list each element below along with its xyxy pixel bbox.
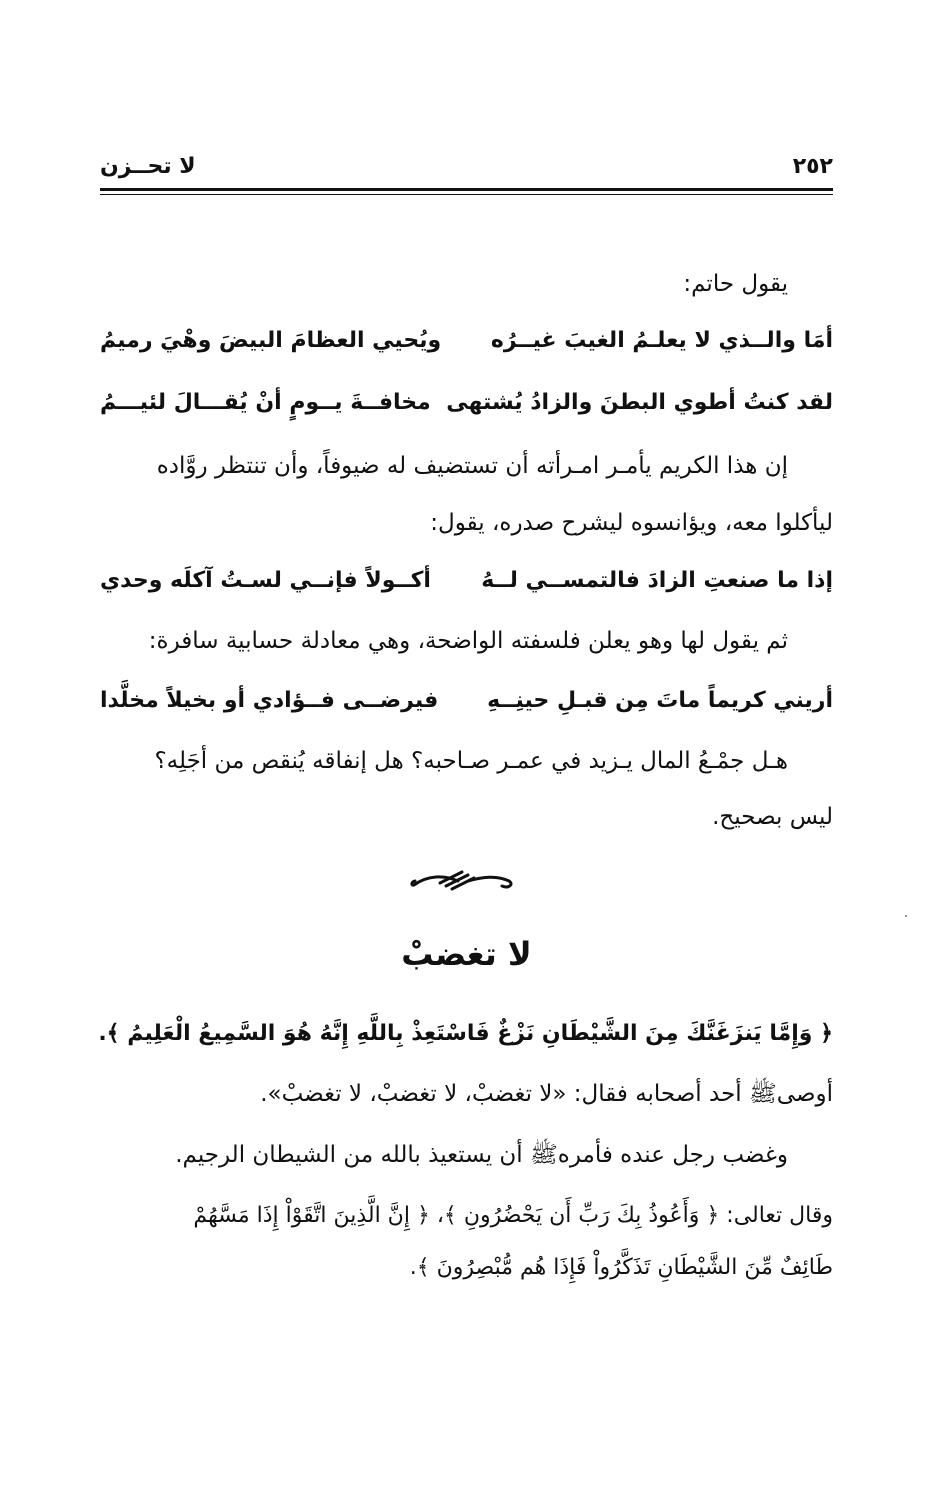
paragraph-3-line-1: هـل جمْـعُ المال يـزيد في عمـر صـاحبه؟ هل إنفاقه يُنقص من أجَلِه؟ xyxy=(154,748,788,774)
page-header xyxy=(100,150,833,184)
running-title: لا تحــزن xyxy=(100,154,196,179)
paragraph-3-line-2: ليس بصحيح. xyxy=(712,804,833,830)
quran-verse-1: ﴿ وَإِمَّا يَنزَغَنَّكَ مِنَ الشَّيْطَانِ نَزْغٌ فَاسْتَعِذْ بِاللَّهِ إِنَّهُ هُوَ السَّمِيعُ الْعَلِيمُ ﴾. xyxy=(98,1021,833,1046)
flourish-ornament-icon xyxy=(410,866,520,896)
page-number: ٢٥٢ xyxy=(792,154,833,179)
paragraph-1-line-2: ليأكلوا معه، ويؤانسوه ليشرح صدره، يقول: xyxy=(430,510,833,536)
poem2-first-hemistich: إذا ما صنعتِ الزادَ فالتمســي لــهُ xyxy=(481,568,833,593)
poem1-line1-second-hemistich: ويُحيي العظامَ البيضَ وهْيَ رميمُ xyxy=(100,328,442,353)
poem1-line2-first-hemistich: لقد كنتُ أطوي البطنَ والزادُ يُشتهى xyxy=(446,390,833,415)
header-rule-thick xyxy=(100,188,833,191)
quran-verse-2-line-1: وقال تعالى: ﴿ وَأَعُوذُ بِكَ رَبِّ أَن يَحْضُرُونِ ﴾، ﴿ إِنَّ الَّذِينَ اتَّقَوْاْ إِذَا مَسَّهُمْ xyxy=(193,1203,833,1228)
header-rule-thin xyxy=(100,194,833,195)
scan-speck xyxy=(905,915,907,917)
section-title: لا تغضبْ xyxy=(401,935,532,973)
poem2-second-hemistich: أكــولاً فإنــي لسـتُ آكلَه وحدي xyxy=(100,568,431,593)
hadith-1: أوصىﷺ أحد أصحابه فقال: «لا تغضبْ، لا تغضبْ، لا تغضبْ». xyxy=(260,1081,833,1107)
paragraph-1-line-1: إن هذا الكريم يأمـر امـرأته أن تستضيف له ضيوفاً، وأن تنتظر روَّاده xyxy=(156,453,788,479)
quran-verse-2-line-2: طَائِفٌ مِّنَ الشَّيْطَانِ تَذَكَّرُواْ فَإِذَا هُم مُّبْصِرُونَ ﴾. xyxy=(409,1255,833,1280)
poem1-line1-first-hemistich: أمَا والــذي لا يعلـمُ الغيبَ غيــرُه xyxy=(490,328,833,353)
poem-intro: يقول حاتم: xyxy=(683,271,788,297)
poem3-first-hemistich: أريني كريماً ماتَ مِن قبـلِ حينِــهِ xyxy=(487,688,833,713)
poem1-line2-second-hemistich: مخافــةَ يــومٍ أنْ يُقـــالَ لئيـــمُ xyxy=(100,390,431,415)
hadith-2: وغضب رجل عنده فأمرهﷺ أن يستعيذ بالله من الشيطان الرجيم. xyxy=(175,1142,788,1168)
poem3-second-hemistich: فيرضــى فــؤادي أو بخيلاً مخلَّدا xyxy=(100,688,439,713)
paragraph-2: ثم يقول لها وهو يعلن فلسفته الواضحة، وهي معادلة حسابية سافرة: xyxy=(148,628,788,654)
